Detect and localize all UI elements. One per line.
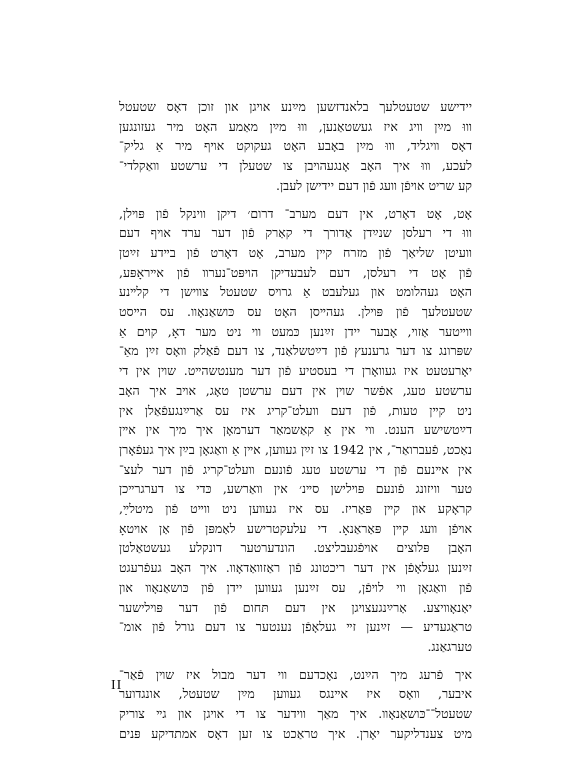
text-line: זײַנען געלאָפֿן אין דער ריכטונג פֿון ראַזװאַדאָװ. איך האָב געפֿרעגט [119, 560, 472, 576]
text-line: װוּ די רעלסן שנײַדן אַדורך די קאַרק פֿון דער ערד אױף דעם [119, 225, 472, 241]
text-line: ערשטע טעג, אפֿשר שױן אין דעם ערשטן טאָג, אױב איך האָב [119, 382, 472, 398]
text-line: װײטער אַזױ, אָבער יידן זײַנען כּמעט װי ניט מער דאָ, קױם אַ [119, 323, 472, 339]
text-line: דאָס װיגליד, װוּ מײַן באָבע האָט געקוקט אױף מיר אַ גליק־ [119, 138, 472, 154]
text-line: טראַגעדיע — זײַנען זײ געלאָפֿן נענטער צו דעם גורל פֿון אומ־ [119, 619, 472, 635]
text-line: פֿון װאַגאָן װי לױפֿן, עס זײַנען געװען יידן פֿון כּושאַנאָװ און [119, 579, 472, 595]
text-line: טערגאַנג. [427, 638, 472, 654]
text-line: אָט, אָט דאָרט, אין דעם מערב־ דרום׳ דיקן װינקל פֿון פּױלן, [119, 205, 472, 221]
text-line: װוּ מײַן װיג איז געשטאַנען, װוּ מײַן מאַמע האָט מיר געזונגען [119, 118, 472, 134]
text-line: אױפֿן װעג קײן פּאַראַנאָ. די עלעקטרישע לאַמפּן פֿון אַן אױטאָ [119, 520, 472, 536]
text-line: יאָרעטעט איז געװאָרן די בעסטיע פֿון דער מענטשהײט. שױן אין די [119, 363, 472, 379]
text-line: איך פֿרעג מיך הײַנט, נאָכדעם װי דער מבול איז שױן פֿאַר־ [119, 666, 472, 682]
text-line: טער װיזונג פֿונעם פּױלישן סײנ׳ אין װאַרשע, כּדי צו דערגרײכן [119, 481, 472, 497]
text-line: מיט צענדליקער יאָרן. איך טראַכט צו זען דאָס אמתדיקע פּנים [119, 725, 472, 741]
text-line: שפּרונג צו דער גרענעץ פֿון דײַטשלאַנד, צו דעם פֿאַלק װאָס זײַן מאַ־ [119, 343, 472, 359]
text-line: קע שריט אױפֿן װעג פֿון דעם יידישן לעבן. [276, 177, 472, 193]
paragraph-gap [119, 196, 472, 204]
text-line: קראָקע און קײן פּאַריז. עס איז געװען ניט װײט פֿון מיטלײַ, [119, 501, 472, 517]
text-line: יידישע שטעטלעך בלאנדזשען מײַנע אױגן און זוכן דאָס שטעטל [119, 99, 472, 114]
text-line: פֿון אָט די רעלסן, דעם לעבעדיקן הױפּט־נערװ פֿון אײראָפּע, [119, 264, 472, 280]
paragraph-2 [119, 204, 472, 657]
text-line: שטעטל־־כּושאַנאָװ. איך מאַך װידער צו די אױגן און גײ צוריק [119, 706, 472, 722]
text-line: דײַטשישע הענט. װי אין אַ קאַשמאַר דערמאָן איך מיך אין אײן [119, 422, 472, 438]
text-line: ניט קײן טעות, פֿון דעם װעלט־קריג איז עס אַרײַנגעפֿאַלן אין [119, 402, 472, 418]
text-line: אין אײנעם פֿון די ערשטע טעג פֿונעם װעלט־קריג פֿון דער לעצ־ [119, 461, 472, 477]
text-line: האָט געהלומט און געלעבט אַ גרױס שטעטל צװישן די קלײנע [119, 284, 472, 300]
text-line: שטעטלעך פֿון פּױלן. געהײסן האָט עס כּושאַנאָװ. עס הײסט [119, 304, 472, 320]
page-number: II [111, 678, 123, 693]
paragraph-3 [119, 665, 472, 744]
text-line: יאַנאָװיצע. אַרײַנגעצױגן אין דעם תּחום פֿון דער פּױלישער [119, 599, 472, 615]
text-line: װעיטן שליאַך פֿון מזרח קײן מערב, אָט דאָרט פֿון בײדע זײַטן [119, 244, 472, 260]
paragraph-gap [119, 657, 472, 665]
text-line: לעכע, װוּ איך האָב אָנגעהױבן צו שטעלן די ערשטע װאַקלדי־ [119, 158, 472, 174]
text-line: איבער, װאָס איז אײנגס געװען מײַן שטעטל, אונגדוער [119, 686, 472, 702]
text-line: נאַכט, פֿעברואַר־, אין 1942 צו זײַן געװען, אײן אַ װאַגאָן בײַן איך געפֿאָרן [119, 441, 472, 457]
text-line: האָבן פּלוצים אױפֿגעבליצט. הונדערטער דונקלע געשטאַלטן [119, 540, 472, 556]
paragraph-1 [119, 97, 472, 196]
body-text [119, 97, 472, 744]
